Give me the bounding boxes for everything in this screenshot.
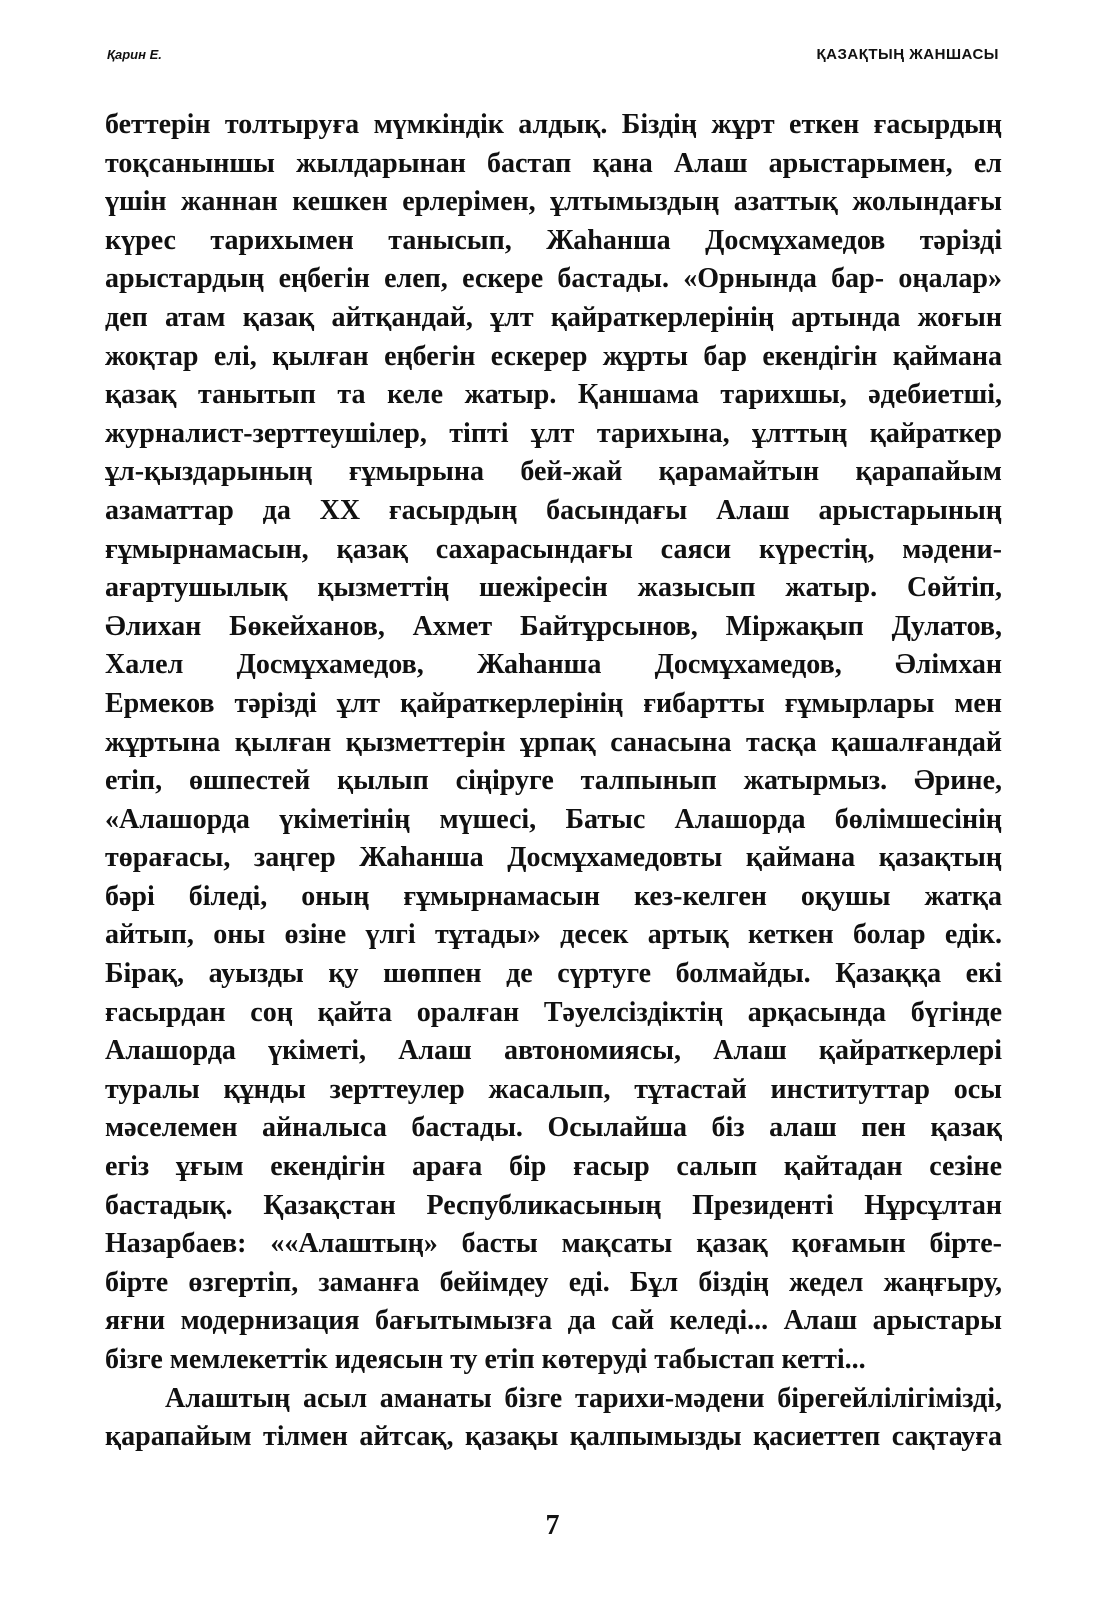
text-line: төрағасы, заңгер Жаһанша Досмұхамедовты қаймана қазақтың	[105, 842, 1002, 874]
text-line: яғни модернизация бағытымызға да сай келеді... Алаш арыстары	[105, 1305, 1002, 1337]
text-line: қарапайым тілмен айтсақ, қазақы қалпымызды қасиеттеп сақтауға	[105, 1421, 1002, 1453]
text-line: беттерін толтыруға мүмкіндік алдық. Біздің жұрт еткен ғасырдың	[105, 109, 1002, 140]
text-line: арыстардың еңбегін елеп, ескере бастады. «Орнында бар- оңалар»	[105, 263, 1002, 295]
text-line: бастадық. Қазақстан Республикасының Президенті Нұрсұлтан	[105, 1189, 1002, 1221]
text-line: қазақ танытып та келе жатыр. Қаншама тарихшы, әдебиетші,	[105, 379, 1002, 411]
text-line: «Алашорда үкіметінің мүшесі, Батыс Алашорда бөлімшесінің	[105, 803, 1002, 835]
text-line: күрес тарихымен танысып, Жаһанша Досмұхамедов тәрізді	[105, 224, 1002, 256]
text-line: үшін жаннан кешкен ерлерімен, ұлтымыздың азаттық жолындағы	[105, 186, 1002, 218]
text-line: егіз ұғым екендігін араға бір ғасыр салып қайтадан сезіне	[105, 1151, 1002, 1183]
running-header	[107, 46, 999, 63]
text-line: Бірақ, ауызды қу шөппен де сүртуге болмайды. Қазаққа екі	[105, 958, 1002, 990]
text-line: Ермеков тәрізді ұлт қайраткерлерінің ғибартты ғұмырлары мен	[105, 687, 1002, 719]
text-line: бірте өзгертіп, заманға бейімдеу еді. Бұл біздің жедел жаңғыру,	[105, 1266, 1002, 1298]
text-line: ағартушылық қызметтің шежіресін жазысып жатыр. Сөйтіп,	[105, 572, 1002, 604]
text-line: жұртына қылған қызметтерін ұрпақ санасына тасқа қашалғандай	[105, 726, 1002, 758]
text-line: Назарбаев: ««Алаштың» басты мақсаты қазақ қоғамын бірте-	[105, 1228, 1002, 1260]
text-line: бізге мемлекеттік идеясын ту етіп көтеруді табыстап кетті...	[105, 1344, 866, 1375]
text-line: ғұмырнамасын, қазақ сахарасындағы саяси күрестің, мәдени-	[105, 533, 1002, 565]
page-number: 7	[545, 1510, 560, 1541]
text-line: Халел Досмұхамедов, Жаһанша Досмұхамедов, Әлімхан	[105, 649, 1002, 681]
text-line: журналист-зерттеушілер, тіпті ұлт тарихына, ұлттың қайраткер	[105, 417, 1002, 449]
text-line: бәрі біледі, оның ғұмырнамасын кез-келген оқушы жатқа	[105, 880, 1002, 912]
text-line: туралы құнды зерттеулер жасалып, тұтастай институттар осы	[105, 1073, 1002, 1105]
text-line: жоқтар елі, қылған еңбегін ескерер жұрты бар екендігін қаймана	[105, 340, 1002, 372]
text-line: айтып, оны өзіне үлгі тұтады» десек артық кеткен болар едік.	[105, 919, 1002, 951]
text-line: етіп, өшпестей қылып сіңіруге талпынып жатырмыз. Әрине,	[105, 765, 1002, 797]
text-line: ұл-қыздарының ғұмырына бей-жай қарамайтын қарапайым	[105, 456, 1002, 488]
text-line: тоқсаныншы жылдарынан бастап қана Алаш арыстарымен, ел	[105, 147, 1002, 179]
text-line: Әлихан Бөкейханов, Ахмет Байтұрсынов, Міржақып Дулатов,	[105, 610, 1002, 642]
text-line: Алашорда үкіметі, Алаш автономиясы, Алаш қайраткерлері	[105, 1035, 1002, 1067]
text-line: азаматтар да XX ғасырдың басындағы Алаш арыстарының	[105, 494, 1002, 526]
text-line: ғасырдан соң қайта оралған Тәуелсіздіктің арқасында бүгінде	[105, 996, 1002, 1028]
body-text	[105, 106, 1002, 1457]
text-line: мәселемен айналыса бастады. Осылайша біз алаш пен қазақ	[105, 1112, 1002, 1144]
header-author: Қарин Е.	[107, 47, 162, 62]
text-line: Алаштың асыл аманаты бізге тарихи-мәдени бірегейлілігімізді,	[165, 1382, 1002, 1414]
text-line: деп атам қазақ айтқандай, ұлт қайраткерлерінің артында жоғын	[105, 301, 1002, 333]
header-title: ҚАЗАҚТЫҢ ЖАНШАСЫ	[816, 46, 999, 63]
